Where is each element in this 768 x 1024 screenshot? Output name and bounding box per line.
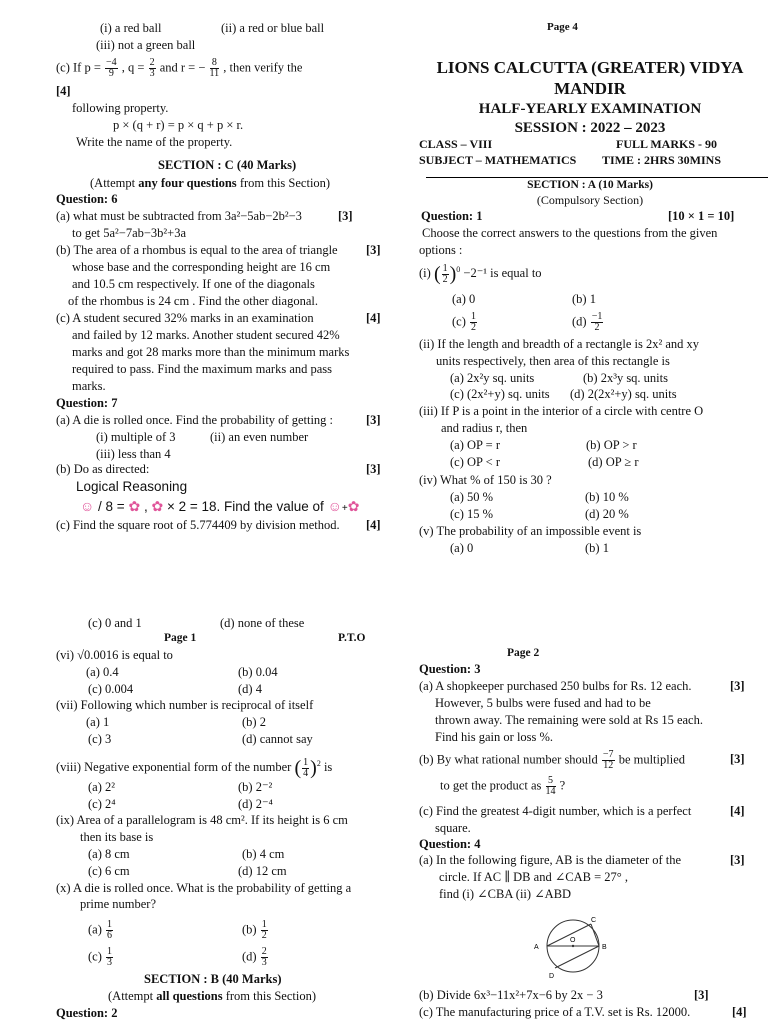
q1-viii-option-d: (d) 2⁻⁴ <box>238 797 273 811</box>
q5c-marks: [4] <box>56 84 71 98</box>
q3b-line1: (b) By what rational number should $\frac{-7}{12}$ be multiplied <box>419 749 685 771</box>
label-b: B <box>602 944 607 951</box>
q6b-line3: and 10.5 cm respectively. If one of the diagonals <box>72 277 315 291</box>
pto-label: P.T.O <box>338 632 366 644</box>
question-2-heading: Question: 2 <box>56 1006 118 1020</box>
fraction: $\frac{-4}{9}$ <box>106 57 117 79</box>
q1-iv-option-a: (a) 50 % <box>450 490 494 504</box>
q1-viii-stem: (viii) Negative exponential form of the number ( $\frac{1}{4}$ )$^2$ is <box>56 756 333 779</box>
q1-x-option-a: (a) $\frac{1}{6}$ <box>88 919 112 941</box>
q1-v-stem: (v) The probability of an impossible event is <box>419 524 642 538</box>
q6c-line3: marks and got 28 marks more than the minimum marks <box>72 345 350 359</box>
q3a-line1: (a) A shopkeeper purchased 250 bulbs for Rs. 12 each. <box>419 679 692 693</box>
school-name-line1: LIONS CALCUTTA (GREATER) VIDYA <box>436 58 744 77</box>
class-label: CLASS – VIII <box>419 137 493 151</box>
q5c-line1: (c) If p = $\frac{-4}{9}$ , q = $\frac{2}{3}$ and r = − $\frac{8}{11}$ , then verify the <box>56 57 303 79</box>
q1-iv-option-d: (d) 20 % <box>585 507 629 521</box>
smiley-icon: ☺ <box>80 498 95 514</box>
q1-vii-option-d: (d) cannot say <box>242 732 313 746</box>
question-1-marks: [10 × 1 = 10] <box>668 209 735 223</box>
q6c-line2: and failed by 12 marks. Another student secured 42% <box>72 328 340 342</box>
q1-ii-option-d: (d) 2(2x²+y) sq. units <box>570 387 677 401</box>
exam-title: HALF-YEARLY EXAMINATION <box>478 101 702 117</box>
q1-ii-line2: units respectively, then area of this rectangle is <box>436 354 670 368</box>
fraction: $\frac{2}{3}$ <box>149 57 155 79</box>
q3a-line2: However, 5 bulbs were fused and had to be <box>435 696 651 710</box>
q3a-line3: thrown away. The remaining were sold at Rs 15 each. <box>435 713 703 727</box>
q1-iv-stem: (iv) What % of 150 is 30 ? <box>419 473 552 487</box>
page-number: Page 4 <box>547 21 578 33</box>
q1-ix-option-b: (b) 4 cm <box>242 847 285 861</box>
q3a-line4: Find his gain or loss %. <box>435 730 554 744</box>
q1-vi-option-c: (c) 0.004 <box>88 682 134 696</box>
q1-ii-line1: (ii) If the length and breadth of a rectangle is 2x² and xy <box>419 337 700 351</box>
q4a-line3: find (i) ∠CBA (ii) ∠ABD <box>439 887 572 901</box>
chord-ac <box>547 924 591 946</box>
q7a-option-iii: (iii) less than 4 <box>96 447 171 461</box>
q7b-marks: [3] <box>366 462 381 476</box>
q1-vii-option-a: (a) 1 <box>86 715 110 729</box>
q1-ii-option-a: (a) 2x²y sq. units <box>450 371 535 385</box>
q4a-line1: (a) In the following figure, AB is the diameter of the <box>419 853 682 867</box>
q5b-option-iii: (iii) not a green ball <box>96 38 196 52</box>
q5c-line3: p × (q + r) = p × q + p × r. <box>113 118 244 132</box>
question-7-heading: Question: 7 <box>56 396 118 410</box>
q1-ix-option-c: (c) 6 cm <box>88 864 130 878</box>
q1-iii-line1: (iii) If P is a point in the interior of a circle with centre O <box>419 404 704 418</box>
question-6-heading: Question: 6 <box>56 192 118 206</box>
q1-vii-option-c: (c) 3 <box>88 732 112 746</box>
q3a-marks: [3] <box>730 679 745 693</box>
q4a-line2: circle. If AC ∥ DB and ∠CAB = 27° , <box>439 870 629 884</box>
q1-vi-option-d: (d) 4 <box>238 682 262 696</box>
q1-viii-option-a: (a) 2² <box>88 780 115 794</box>
flower-icon: ✿ <box>151 498 164 514</box>
q7b-line1: (b) Do as directed: <box>56 462 150 476</box>
circle-figure <box>528 912 616 980</box>
full-marks-label: FULL MARKS - 90 <box>616 137 718 151</box>
q1-iii-option-c: (c) OP < r <box>450 455 500 469</box>
q6a-marks: [3] <box>338 209 353 223</box>
question-3-heading: Question: 3 <box>419 662 481 676</box>
q6c-line5: marks. <box>72 379 106 393</box>
q1-x-option-b: (b) $\frac{1}{2}$ <box>242 919 267 941</box>
label-c: C <box>591 917 597 924</box>
q3b-marks: [3] <box>730 752 745 766</box>
q1-ii-option-c: (c) (2x²+y) sq. units <box>450 387 550 401</box>
q5c-line2: following property. <box>72 101 169 115</box>
section-b-heading: SECTION : B (40 Marks) <box>144 972 282 986</box>
q1-viii-option-b: (b) 2⁻² <box>238 780 273 794</box>
q1-x-line1: (x) A die is rolled once. What is the probability of getting a <box>56 881 352 895</box>
q7b-reasoning-title: Logical Reasoning <box>76 479 188 494</box>
q1-ii-option-b: (b) 2x³y sq. units <box>583 371 668 385</box>
page-1-label: Page 1 <box>164 632 197 644</box>
flower-icon: ✿ <box>347 498 360 514</box>
q4c-line1: (c) The manufacturing price of a T.V. set is Rs. 12000. <box>419 1005 691 1019</box>
q1-ix-option-a: (a) 8 cm <box>88 847 130 861</box>
q1-x-option-d: (d) $\frac{2}{3}$ <box>242 946 267 968</box>
q1-instruction-line1: Choose the correct answers to the questions from the given <box>422 226 718 240</box>
q6c-marks: [4] <box>366 311 381 325</box>
q1-x-option-c: (c) $\frac{1}{3}$ <box>88 946 112 968</box>
q1-iv-option-b: (b) 10 % <box>585 490 629 504</box>
fraction: $\frac{8}{11}$ <box>209 57 220 79</box>
q1-iii-option-b: (b) OP > r <box>586 438 637 452</box>
label-o: O <box>570 937 576 944</box>
flower-icon: ✿ <box>128 498 141 514</box>
q1-viii-option-c: (c) 2⁴ <box>88 797 116 811</box>
q4a-marks: [3] <box>730 853 745 867</box>
question-1-heading: Question: 1 <box>421 209 483 223</box>
q1-i-option-a: (a) 0 <box>452 292 476 306</box>
subject-label: SUBJECT – MATHEMATICS <box>419 153 577 167</box>
q1-i-option-d: (d) $\frac{-1}{2}$ <box>572 311 603 333</box>
fraction: $\frac{1}{2}$ <box>442 262 448 285</box>
section-b-note: (Attempt all questions from this Section) <box>108 989 316 1003</box>
section-a-note: (Compulsory Section) <box>536 193 644 207</box>
q1-iii-option-a: (a) OP = r <box>450 438 500 452</box>
label-d: D <box>549 973 555 980</box>
q1-v-option-d: (d) none of these <box>220 616 305 630</box>
page-2-label: Page 2 <box>507 647 540 659</box>
q1-instruction-line2: options : <box>419 243 463 257</box>
chord-cb <box>591 924 599 946</box>
q4b-line1: (b) Divide 6x³−11x²+7x−6 by 2x − 3 <box>419 988 603 1002</box>
section-c-note: (Attempt any four questions from this Section) <box>90 176 331 190</box>
q1-ix-option-d: (d) 12 cm <box>238 864 287 878</box>
q1-vi-stem: (vi) √0.0016 is equal to <box>56 648 173 662</box>
smiley-icon: ☺ <box>327 498 342 514</box>
q3c-line2: square. <box>435 821 471 835</box>
q1-v-option-b: (b) 1 <box>585 541 609 555</box>
time-label: TIME : 2HRS 30MINS <box>602 153 722 167</box>
q6a-line2: to get 5a²−7ab−3b²+3a <box>72 226 187 240</box>
q5b-option-ii: (ii) a red or blue ball <box>221 21 325 35</box>
chord-db <box>555 946 599 968</box>
q1-vi-option-b: (b) 0.04 <box>238 665 278 679</box>
q1-vii-stem: (vii) Following which number is reciprocal of itself <box>56 698 314 712</box>
q5c-line4: Write the name of the property. <box>76 135 233 149</box>
school-name-line2: MANDIR <box>554 79 626 98</box>
q1-i-option-c: (c) $\frac{1}{2}$ <box>452 311 476 333</box>
q1-ix-line2: then its base is <box>80 830 154 844</box>
q6b-line1: (b) The area of a rhombus is equal to the area of triangle <box>56 243 338 257</box>
q6c-line1: (c) A student secured 32% marks in an examination <box>56 311 314 325</box>
q7a-option-ii: (ii) an even number <box>210 430 309 444</box>
q6a-line1: (a) what must be subtracted from 3a²−5ab−2b²−3 <box>56 209 302 223</box>
q1-i-option-b: (b) 1 <box>572 292 596 306</box>
q7a-marks: [3] <box>366 413 381 427</box>
q7a-line1: (a) A die is rolled once. Find the probability of getting : <box>56 413 334 427</box>
q1-v-option-c: (c) 0 and 1 <box>88 616 142 630</box>
q4c-marks: [4] <box>732 1005 747 1019</box>
q6b-line4: of the rhombus is 24 cm . Find the other diagonal. <box>68 294 318 308</box>
q1-vi-option-a: (a) 0.4 <box>86 665 119 679</box>
q1-ix-line1: (ix) Area of a parallelogram is 48 cm². If its height is 6 cm <box>56 813 348 827</box>
session-title: SESSION : 2022 – 2023 <box>514 120 666 136</box>
question-4-heading: Question: 4 <box>419 837 481 851</box>
q1-iii-line2: and radius r, then <box>441 421 528 435</box>
section-c-heading: SECTION : C (40 Marks) <box>158 158 297 172</box>
q5b-option-i: (i) a red ball <box>100 21 162 35</box>
q3c-line1: (c) Find the greatest 4-digit number, which is a perfect <box>419 804 692 818</box>
q1-v-option-a: (a) 0 <box>450 541 474 555</box>
q7a-option-i: (i) multiple of 3 <box>96 430 176 444</box>
q6b-line2: whose base and the corresponding height are 16 cm <box>72 260 331 274</box>
q1-iv-option-c: (c) 15 % <box>450 507 494 521</box>
label-a: A <box>534 944 539 951</box>
q7b-equation: ☺ / 8 = ✿ , ✿ × 2 = 18. Find the value of ☺+✿ <box>80 498 360 514</box>
q4b-marks: [3] <box>694 988 709 1002</box>
q3c-marks: [4] <box>730 804 745 818</box>
q1-iii-option-d: (d) OP ≥ r <box>588 455 639 469</box>
q1-vii-option-b: (b) 2 <box>242 715 266 729</box>
q7c-line1: (c) Find the square root of 5.774409 by division method. <box>56 518 340 532</box>
q7c-marks: [4] <box>366 518 381 532</box>
q1-x-line2: prime number? <box>80 897 157 911</box>
q3b-line2: to get the product as $\frac{5}{14}$ ? <box>440 775 566 797</box>
q6c-line4: required to pass. Find the maximum marks and pass <box>72 362 333 376</box>
section-a-heading: SECTION : A (10 Marks) <box>527 179 653 191</box>
q6b-marks: [3] <box>366 243 381 257</box>
centre-point <box>572 945 574 947</box>
q1-i-stem: (i) ( $\frac{1}{2}$ )$^0$ −2⁻¹ is equal to <box>419 262 542 285</box>
